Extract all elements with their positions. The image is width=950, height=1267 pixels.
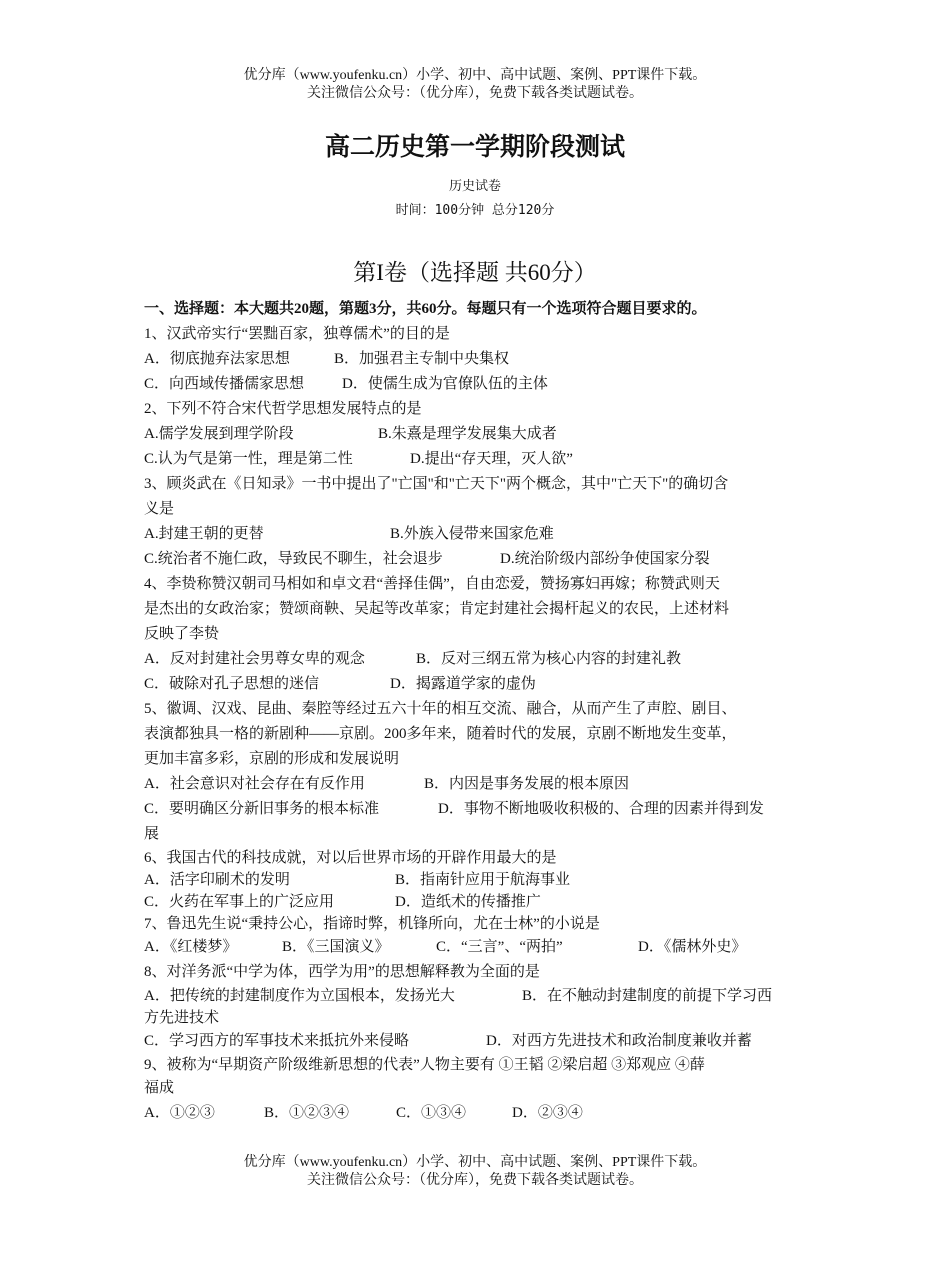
question-8-stem: 8、对洋务派“中学为体，西学为用”的思想解释教为全面的是 [144,964,540,980]
q9-option-b: B．①②③④ [264,1105,350,1121]
q1-option-c: C．向西域传播儒家思想 [144,376,305,392]
document-title: 高二历史第一学期阶段测试 [324,134,625,161]
question-4-options-ab [144,647,822,672]
q3-option-b: B.外族入侵带来国家危难 [390,526,554,542]
question-1-options-ab [144,347,822,372]
q1-option-d: D．使儒生成为官僚队伍的主体 [342,376,548,392]
q4-option-a: A．反对封建社会男尊女卑的观念 [144,651,365,667]
question-1-stem: 1、汉武帝实行“罢黜百家，独尊儒术”的目的是 [144,326,450,342]
question-5-stem-line-1: 5、徽调、汉戏、昆曲、秦腔等经过五六十年的相互交流、融合，从而产生了声腔、剧目、 [144,701,737,717]
q8-option-b: B．在不触动封建制度的前提下学习西 [522,988,773,1004]
question-2-options-cd [144,447,822,472]
question-6-stem: 6、我国古代的科技成就，对以后世界市场的开辟作用最大的是 [144,850,557,866]
q7-option-c: C．“三言”、“两拍” [436,939,563,955]
q9-option-a: A．①②③ [144,1105,215,1121]
question-7-stem: 7、鲁迅先生说“秉持公心，指谛时弊，机锋所向，尤在士林”的小说是 [144,916,600,932]
q2-option-b: B.朱熹是理学发展集大成者 [378,426,557,442]
footer-line-1: 优分库（www.youfenku.cn）小学、初中、高中试题、案例、PPT课件下载。 [243,1155,707,1170]
q6-option-a: A．活字印刷术的发明 [144,872,290,888]
question-4-stem-line-1: 4、李贽称赞汉朝司马相如和卓文君“善择佳偶”，自由恋爱，赞扬寡妇再嫁；称赞武则天 [144,576,720,592]
question-5-stem-line-2: 表演都独具一格的新剧种——京剧。200多年来，随着时代的发展，京剧不断地发生变革， [144,726,737,742]
q1-option-a: A．彻底抛弃法家思想 [144,351,290,367]
q9-option-d: D．②③④ [512,1105,583,1121]
q7-option-b: B．《三国演义》 [282,939,390,955]
q2-option-a: A.儒学发展到理学阶段 [144,426,294,442]
exam-time-info: 时间：100分钟 总分120分 [395,203,555,218]
question-6-options-ab [144,869,822,891]
q1-option-b: B．加强君主专制中央集权 [334,351,510,367]
section-title: 第I卷（选择题 共60分） [353,260,597,285]
q2-option-c: C.认为气是第一性，理是第二性 [144,451,353,467]
q7-option-a: A．《红楼梦》 [144,939,238,955]
q5-option-b: B．内因是事务发展的根本原因 [424,776,630,792]
header-line-1: 优分库（www.youfenku.cn）小学、初中、高中试题、案例、PPT课件下载。 [243,68,707,83]
question-9-stem-line-2: 福成 [144,1080,175,1096]
question-1-options-cd [144,372,822,397]
q8-option-d: D．对西方先进技术和政治制度兼收并蓄 [486,1033,752,1049]
question-5-options-cd [144,797,822,822]
q6-option-c: C．火药在军事上的广泛应用 [144,894,335,910]
question-8-options-ab [144,985,822,1007]
question-9-stem-line-1: 9、被称为“早期资产阶级维新思想的代表”人物主要有 ①王韬 ②梁启超 ③郑观应 ④薛 [144,1057,705,1073]
question-3-stem-line-1: 3、顾炎武在《日知录》一书中提出了"亡国"和"亡天下"两个概念，其中"亡天下"的确切含 [144,476,729,492]
q8-option-a: A．把传统的封建制度作为立国根本，发扬光大 [144,988,455,1004]
question-8-options-cd [144,1029,822,1054]
question-4-stem-line-2: 是杰出的女政治家；赞颂商鞅、吴起等改革家；肯定封建社会揭杆起义的农民，上述材料 [144,601,730,617]
q3-option-a: A.封建王朝的更替 [144,526,264,542]
header-line-2: 关注微信公众号：（优分库），免费下载各类试题试卷。 [307,86,643,101]
q3-option-d: D.统治阶级内部纷争使国家分裂 [500,551,710,567]
question-body [144,297,822,1126]
q2-option-d: D.提出“存天理，灭人欲” [410,451,573,467]
question-3-options-cd [144,547,822,572]
question-7-options [144,935,822,960]
q8-option-c: C．学习西方的军事技术来抵抗外来侵略 [144,1033,410,1049]
q9-option-c: C．①③④ [396,1105,467,1121]
instructions: 一、选择题：本大题共20题，第题3分，共60分。每题只有一个选项符合题目要求的。 [144,301,707,317]
q4-option-c: C．破除对孔子思想的迷信 [144,676,320,692]
q5-option-c: C．要明确区分新旧事务的根本标准 [144,801,380,817]
q5-option-d: D．事物不断地吸收积极的、合理的因素并得到发 [438,801,764,817]
question-6-options-cd [144,891,822,913]
question-3-options-ab [144,522,822,547]
document-subtitle: 历史试卷 [448,179,501,194]
question-4-options-cd [144,672,822,697]
footer-line-2: 关注微信公众号：（优分库），免费下载各类试题试卷。 [307,1173,643,1188]
q4-option-b: B．反对三纲五常为核心内容的封建礼教 [416,651,682,667]
q3-option-c: C.统治者不施仁政，导致民不聊生，社会退步 [144,551,443,567]
q7-option-d: D．《儒林外史》 [638,939,747,955]
q4-option-d: D．揭露道学家的虚伪 [390,676,536,692]
q6-option-b: B．指南针应用于航海事业 [395,872,571,888]
question-5-option-d-continued: 展 [144,826,160,842]
question-3-stem-line-2: 义是 [144,501,175,517]
question-4-stem-line-3: 反映了李贽 [144,626,220,642]
question-9-options [144,1101,822,1126]
page-header [0,67,950,103]
question-8-option-b-continued: 方先进技术 [144,1010,220,1026]
question-5-stem-line-3: 更加丰富多彩，京剧的形成和发展说明 [144,751,400,767]
question-2-options-ab [144,422,822,447]
page-footer [0,1154,950,1190]
question-5-options-ab [144,772,822,797]
q6-option-d: D．造纸术的传播推广 [395,894,541,910]
question-2-stem: 2、下列不符合宋代哲学思想发展特点的是 [144,401,422,417]
q5-option-a: A．社会意识对社会存在有反作用 [144,776,365,792]
